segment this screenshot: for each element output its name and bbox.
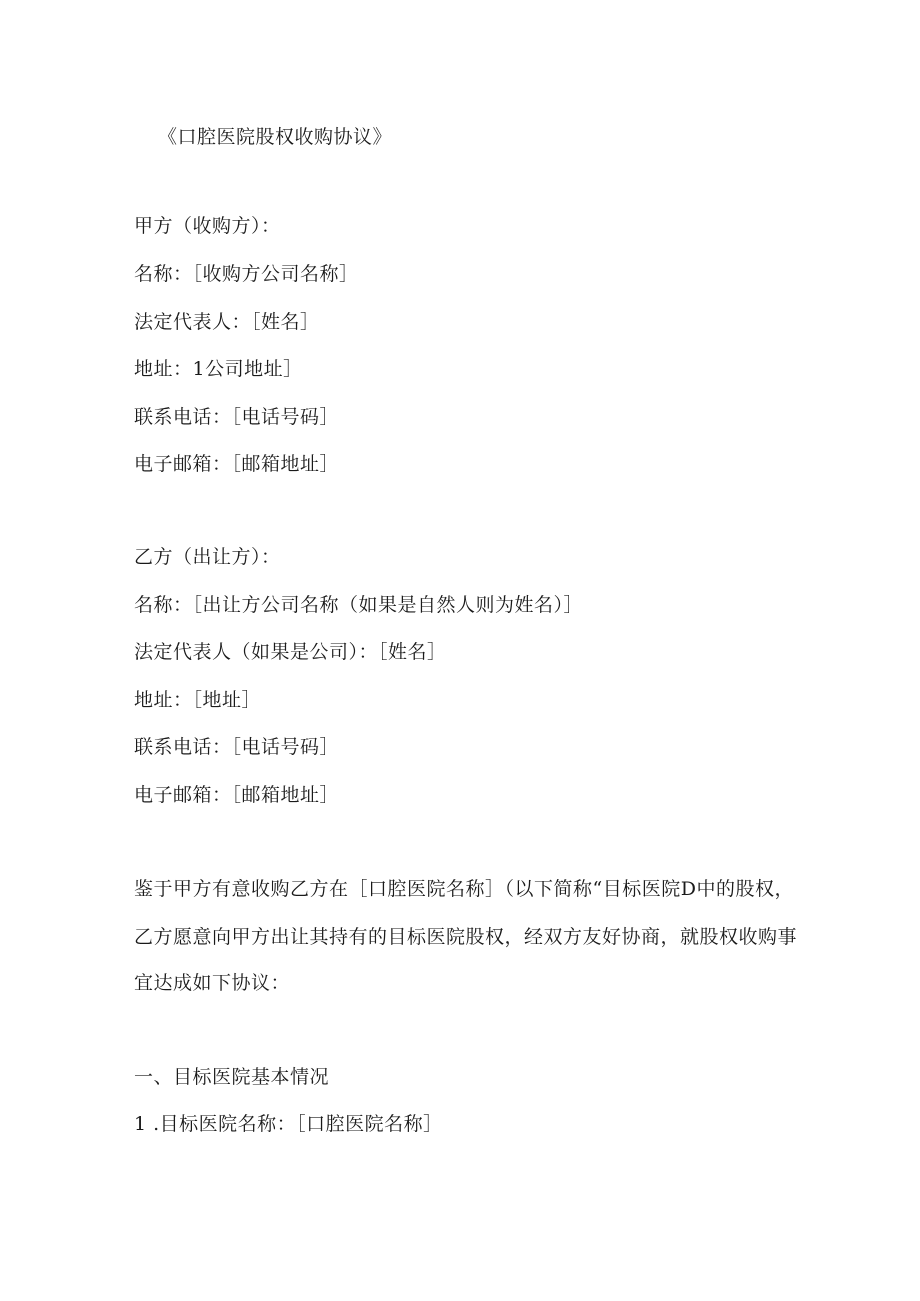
- party-a-legal-rep: 法定代表人：［姓名］: [134, 311, 320, 333]
- party-b-name: 名称：［出让方公司名称（如果是自然人则为姓名）］: [134, 594, 584, 616]
- party-b-email: 电子邮箱：［邮箱地址］: [134, 784, 340, 806]
- party-b-legal-rep: 法定代表人（如果是公司）：［姓名］: [134, 641, 447, 663]
- preamble-line-3: 宜达成如下协议：: [134, 972, 291, 994]
- section-1-item-1: 1 .目标医院名称：［口腔医院名称］: [134, 1113, 443, 1135]
- section-1-heading: 一、目标医院基本情况: [134, 1066, 330, 1088]
- party-a-email: 电子邮箱：［邮箱地址］: [134, 453, 340, 475]
- party-a-heading: 甲方（收购方）：: [134, 215, 281, 237]
- party-a-address: 地址：1公司地址］: [134, 358, 303, 380]
- party-a-name: 名称：［收购方公司名称］: [134, 263, 359, 285]
- preamble-line-2: 乙方愿意向甲方出让其持有的目标医院股权，经双方友好协商，就股权收购事: [134, 926, 798, 948]
- document-title: 《口腔医院股权收购协议》: [158, 126, 393, 148]
- party-a-phone: 联系电话：［电话号码］: [134, 406, 340, 428]
- preamble-line-1: 鉴于甲方有意收购乙方在［口腔医院名称］（以下简称“目标医院D中的股权，: [134, 878, 794, 900]
- party-b-phone: 联系电话：［电话号码］: [134, 736, 340, 758]
- party-b-address: 地址：［地址］: [134, 689, 262, 711]
- party-b-heading: 乙方（出让方）：: [134, 546, 281, 568]
